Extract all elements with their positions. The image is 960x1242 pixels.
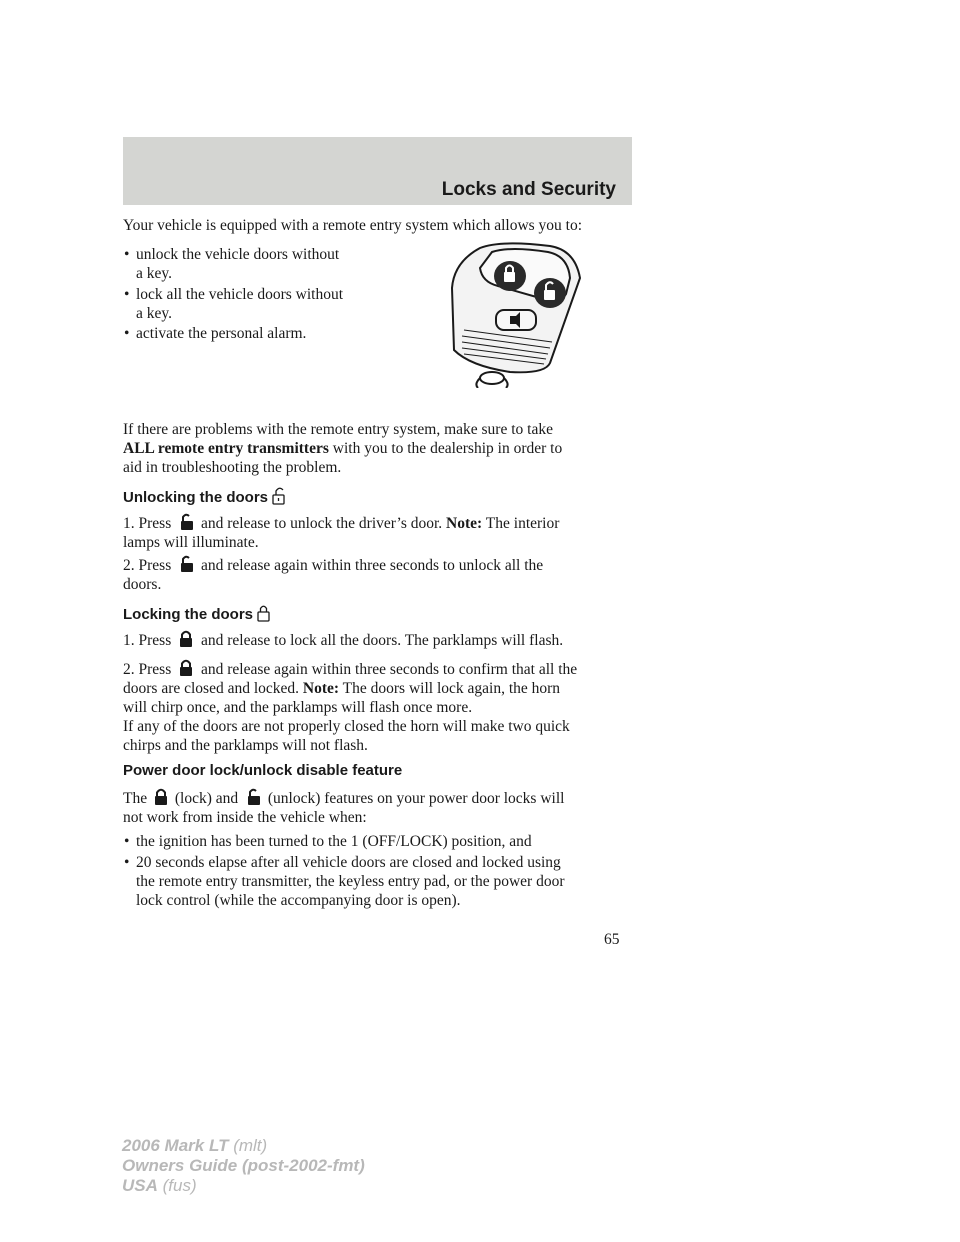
troubleshooting-line1: If there are problems with the remote entry system, make sure to take bbox=[123, 421, 553, 438]
footer-market: USA bbox=[122, 1176, 158, 1195]
feature-lock-line2: a key. bbox=[136, 305, 173, 322]
unlock-step-2-text: and release again within three seconds to unlock all the bbox=[200, 557, 544, 574]
unlock-step-2-line2: doors. bbox=[123, 576, 162, 593]
step-label: 1. Press bbox=[123, 515, 172, 532]
unlock-button-icon bbox=[534, 278, 566, 308]
lock-icon bbox=[175, 659, 197, 677]
unlock-step-1-note: The interior bbox=[482, 515, 560, 532]
disable-line1-post: (unlock) features on your power door locks will bbox=[267, 790, 565, 807]
feature-item-lock bbox=[124, 285, 424, 325]
feature-alarm-text: activate the personal alarm. bbox=[136, 325, 307, 342]
improperly-closed-line1: If any of the doors are not properly closed the horn will make two quick bbox=[123, 718, 570, 735]
locking-heading-text: Locking the doors bbox=[123, 606, 254, 623]
bullet-dot: • bbox=[124, 286, 130, 303]
lock-step-2 bbox=[123, 659, 643, 717]
step-label: 2. Press bbox=[123, 557, 172, 574]
unlock-step-1-text: and release to unlock the driver’s door. bbox=[200, 515, 443, 532]
lock-button-icon bbox=[494, 261, 526, 291]
unlock-step-1 bbox=[123, 513, 643, 552]
remote-transmitter-illustration bbox=[440, 238, 590, 388]
disable-condition-ignition bbox=[124, 832, 644, 852]
troubleshooting-line3: aid in troubleshooting the problem. bbox=[123, 459, 342, 476]
note-label: Note: bbox=[446, 515, 483, 532]
troubleshooting-bold: ALL remote entry transmitters bbox=[123, 440, 329, 457]
feature-unlock-line1: unlock the vehicle doors without bbox=[136, 246, 340, 263]
footer-model-code: (mlt) bbox=[228, 1136, 268, 1155]
document-footer bbox=[122, 1136, 365, 1196]
improperly-closed-paragraph bbox=[123, 717, 643, 755]
feature-item-alarm bbox=[124, 324, 424, 344]
lock-outline-icon bbox=[257, 604, 271, 622]
lock-step-1 bbox=[123, 630, 643, 650]
disable-feature-heading: Power door lock/unlock disable feature bbox=[123, 762, 403, 779]
unlock-step-2 bbox=[123, 555, 643, 594]
step-label: 2. Press bbox=[123, 661, 172, 678]
unlock-step-1-line2: lamps will illuminate. bbox=[123, 534, 259, 551]
lock-step-2-line3: will chirp once, and the parklamps will flash once more. bbox=[123, 699, 473, 716]
step-label: 1. Press bbox=[123, 632, 172, 649]
disable-feature-paragraph bbox=[123, 788, 643, 827]
section-header-band bbox=[123, 137, 632, 205]
improperly-closed-line2: chirps and the parklamps will not flash. bbox=[123, 737, 368, 754]
disable-line1-mid: (lock) and bbox=[174, 790, 239, 807]
unlock-icon bbox=[242, 788, 264, 806]
footer-market-code: (fus) bbox=[157, 1176, 197, 1195]
section-title: Locks and Security bbox=[441, 179, 616, 200]
lock-icon bbox=[151, 788, 171, 806]
feature-item-unlock bbox=[124, 245, 424, 285]
lock-step-2-text: and release again within three seconds to confirm that all the bbox=[200, 661, 578, 678]
unlock-icon bbox=[175, 555, 197, 573]
feature-lock-line1: lock all the vehicle doors without bbox=[136, 286, 344, 303]
bullet-dot: • bbox=[124, 833, 130, 850]
feature-unlock-line2: a key. bbox=[136, 265, 173, 282]
disable-condition-ignition-text: the ignition has been turned to the 1 (OFF/LOCK) position, and bbox=[136, 833, 532, 850]
lock-icon bbox=[175, 630, 197, 648]
unlocking-heading-text: Unlocking the doors bbox=[123, 489, 269, 506]
lock-step-2-note: The doors will lock again, the horn bbox=[339, 680, 561, 697]
footer-model: 2006 Mark LT bbox=[122, 1136, 229, 1155]
note-label: Note: bbox=[302, 680, 340, 697]
disable-condition-timeout-line1: 20 seconds elapse after all vehicle doors are closed and locked using bbox=[136, 854, 561, 871]
disable-line2: not work from inside the vehicle when: bbox=[123, 809, 367, 826]
lock-step-1-text: and release to lock all the doors. The parklamps will flash. bbox=[200, 632, 564, 649]
bullet-dot: • bbox=[124, 854, 130, 871]
disable-condition-timeout-line2: the remote entry transmitter, the keyless entry pad, or the power door bbox=[136, 873, 565, 890]
panic-button-icon bbox=[496, 310, 536, 330]
page-number: 65 bbox=[604, 931, 620, 948]
lock-step-2-line2: doors are closed and locked. bbox=[123, 680, 300, 697]
disable-condition-timeout bbox=[124, 853, 644, 913]
disable-condition-timeout-line3: lock control (while the accompanying door is open). bbox=[136, 892, 461, 909]
footer-guide-type: Owners Guide (post-2002-fmt) bbox=[122, 1156, 365, 1175]
locking-heading bbox=[123, 604, 271, 623]
troubleshooting-line2: with you to the dealership in order to bbox=[328, 440, 563, 457]
unlocking-heading bbox=[123, 487, 286, 506]
unlock-icon bbox=[175, 513, 197, 531]
unlock-outline-icon bbox=[272, 487, 286, 505]
disable-line1-pre: The bbox=[123, 790, 148, 807]
bullet-dot: • bbox=[124, 325, 130, 342]
bullet-dot: • bbox=[124, 246, 130, 263]
troubleshooting-paragraph bbox=[123, 420, 643, 477]
intro-text: Your vehicle is equipped with a remote entry system which allows you to: bbox=[123, 217, 583, 234]
